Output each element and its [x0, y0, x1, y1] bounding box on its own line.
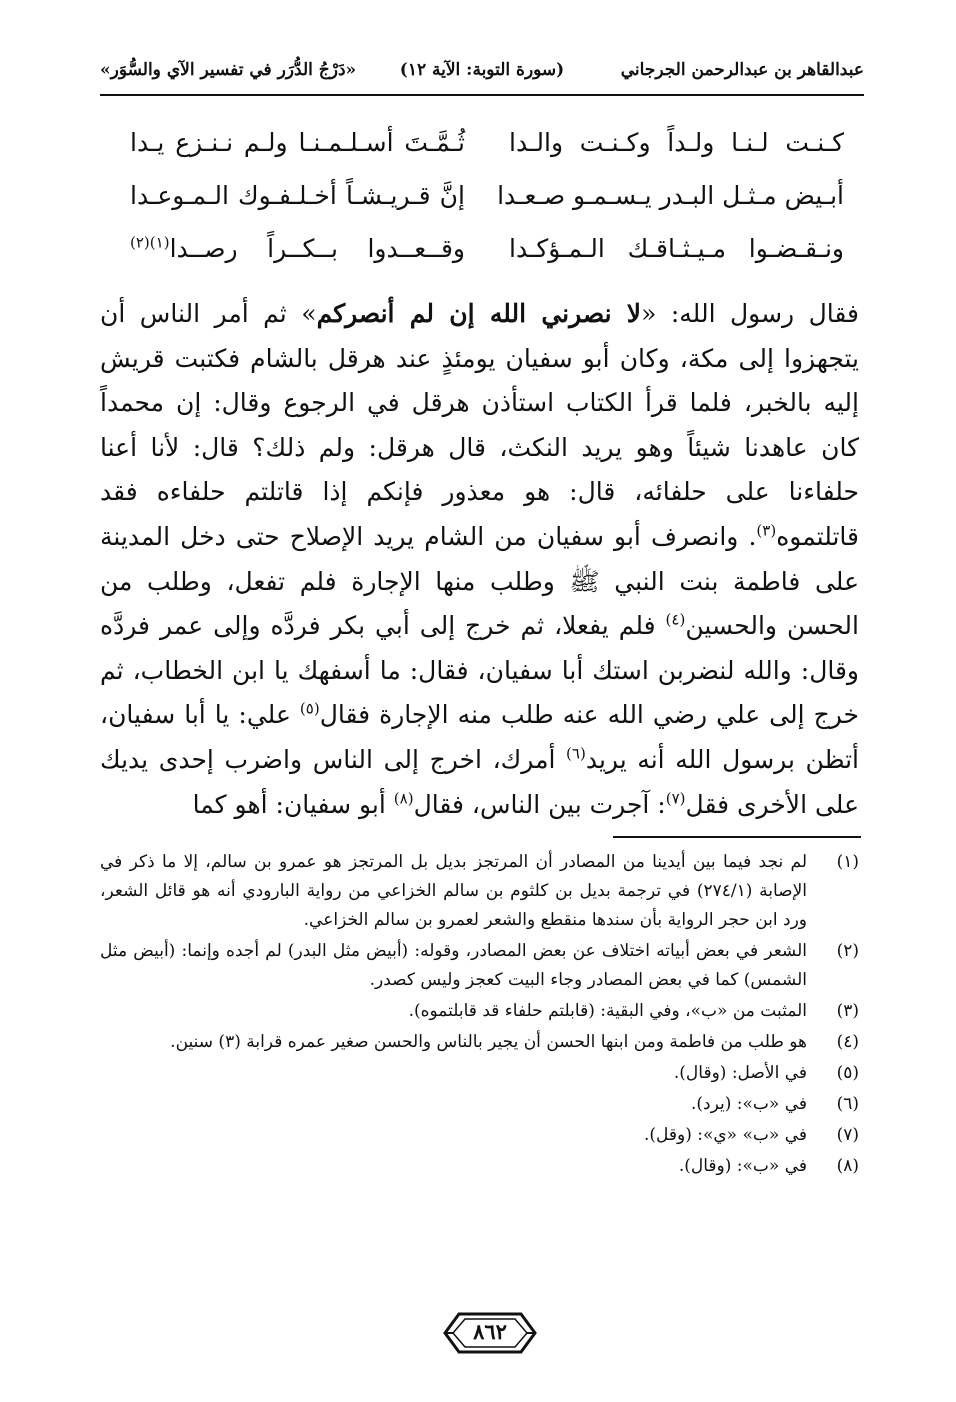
footnote: [100, 937, 859, 995]
footnote-number: (٨): [836, 1156, 859, 1176]
verse-first-hemistich: أبـيض مـثـل البـدر يـسـمـو صـعـدا: [497, 181, 844, 210]
poem-verse: [130, 181, 844, 234]
header-author: عبدالقاهر بن عبدالرحمن الجرجاني: [620, 60, 864, 80]
footnote-number: (٥): [836, 1063, 859, 1083]
prose-text: فلم يفعلا، ثم خرج إلى أبي بكر فردَّه وإلى عمر فردَّه وقال: والله لنضربن استك أبا سفيان، فقال: ما أسفهك يا ابن الخطاب، ثم خرج إلى علي رضي الله عنه طلب منه الإجارة فقال: [100, 611, 859, 730]
footnote-marker: (٣): [756, 521, 777, 540]
footnote-text: الشعر في بعض أبياته اختلاف عن بعض المصادر، وقوله: (أبيض مثل البدر) لم أجده وإنما: (أبيض مثل الشمس) كما في بعض المصادر وجاء البيت كعجز وليس كصدر.: [100, 941, 807, 990]
verse-text: وقــعــدوا بــكــراً رصــدا: [169, 234, 465, 263]
body-paragraph: [100, 292, 859, 827]
footnote-marker: (٨): [393, 789, 414, 808]
page-number: ٨٦٢: [473, 1319, 507, 1344]
footnote-text: في «ب»: (وقال).: [678, 1156, 807, 1176]
footnote: [100, 1028, 859, 1057]
footnote: [100, 1059, 859, 1088]
prose-text: : آجرت بين الناس، فقال: [413, 789, 666, 819]
verse-first-hemistich: ونـقـضـوا مـيـثـاقـك الـمـؤكـدا: [509, 234, 844, 263]
quoted-hadith: لا نصرني الله إن لم أنصركم: [316, 299, 642, 328]
header-rule: [100, 94, 864, 96]
footnote-number: (٤): [836, 1032, 859, 1052]
header-book-title: «دَرْجُ الدُّرَر في تفسير الآي والسُّوَر»: [100, 60, 357, 80]
poem: [130, 128, 844, 287]
footnote: [100, 997, 859, 1026]
header-sura-reference: (سورة التوبة: الآية ١٢): [399, 60, 565, 80]
page-number-ornament: [443, 1310, 537, 1356]
footnotes: [100, 848, 859, 1183]
footnote: [100, 1152, 859, 1181]
poem-verse: [130, 128, 844, 181]
footnote-text: هو طلب من فاطمة ومن ابنها الحسن أن يجير بالناس والحسن صغير عمره قرابة (٣) سنين.: [170, 1032, 807, 1052]
poem-verse: [130, 234, 844, 287]
footnote-number: (٣): [836, 1001, 859, 1021]
footnote-text: المثبت من «ب»، وفي البقية: (قابلتم حلفاء قد قابلتموه).: [408, 1001, 807, 1021]
prose-text: أبو سفيان: أهو كما: [192, 789, 394, 819]
footnote-text: في الأصل: (وقال).: [673, 1063, 807, 1083]
footnote: [100, 1090, 859, 1119]
footnote-marker: (٦): [566, 744, 586, 763]
footnote-text: في «ب»: (يرد).: [691, 1094, 807, 1114]
footnote-marker: (٧): [665, 789, 686, 808]
running-header: [100, 58, 864, 92]
verse-second-hemistich: إنَّ قـريـشـاً أخـلـفـوك الـمـوعـدا: [130, 181, 465, 210]
footnote: [100, 1121, 859, 1150]
footnote-number: (٢): [836, 941, 859, 961]
verse-second-hemistich: [130, 234, 465, 263]
verse-first-hemistich: كـنـت لـنـا ولـداً وكـنـت والـدا: [509, 128, 844, 157]
footnote-separator: [613, 836, 861, 838]
prose-text: علي: يا أبا سفيان، أتظن برسول الله أنه يريد: [100, 700, 859, 774]
prose-text: . وانصرف أبو سفيان من الشام يريد الإصلاح حتى دخل المدينة على فاطمة بنت النبي ﷺ وطلب منها الإجارة فلم تفعل، وطلب من الحسن والحسين: [100, 521, 859, 641]
footnote-number: (١): [836, 852, 859, 872]
footnote-text: في «ب» «ي»: (وقل).: [643, 1125, 807, 1145]
prose-text: فقال رسول الله: «: [641, 299, 859, 328]
footnote-number: (٦): [836, 1094, 859, 1114]
prose-text: أمرك، اخرج إلى الناس واضرب إحدى يديك على الأخرى فقل: [100, 744, 859, 819]
verse-second-hemistich: ثُـمَّـتَ أسـلـمـنـا ولـم نـنـزع يـدا: [130, 128, 465, 157]
footnote-marker: (١)(٢): [130, 233, 170, 252]
footnote-marker: (٥): [299, 700, 320, 719]
footnote: [100, 848, 859, 935]
prose-text: » ثم أمر الناس أن يتجهزوا إلى مكة، وكان أبو سفيان يومئذٍ عند هرقل بالشام فكتبت قريش إليه بالخبر، فلما قرأ الكتاب استأذن هرقل في الرجوع وقال: إن محمداً كان عاهدنا شيئاً وهو يريد النكث، قال هرقل: ولم ذلك؟ قال: لأنا أعنا حلفاءنا على حلفائه، قال: هو معذور فإنكم إذا قاتلتم حلفاءه فقد قاتلتموه: [100, 299, 859, 551]
footnote-number: (٧): [836, 1125, 859, 1145]
footnote-text: لم نجد فيما بين أيدينا من المصادر أن المرتجز بديل بل المرتجز هو عمرو بن سالم، إلا ما ذكر في الإصابة (٢٧٤/١) في ترجمة بديل بن كلثوم بن سالم الخزاعي من رواية البارودي أنه هو قائل الشعر، ورد ابن حجر الرواية بأن سندها منقطع والشعر لعمرو بن سالم الخزاعي.: [100, 852, 807, 930]
footnote-marker: (٤): [665, 610, 686, 629]
